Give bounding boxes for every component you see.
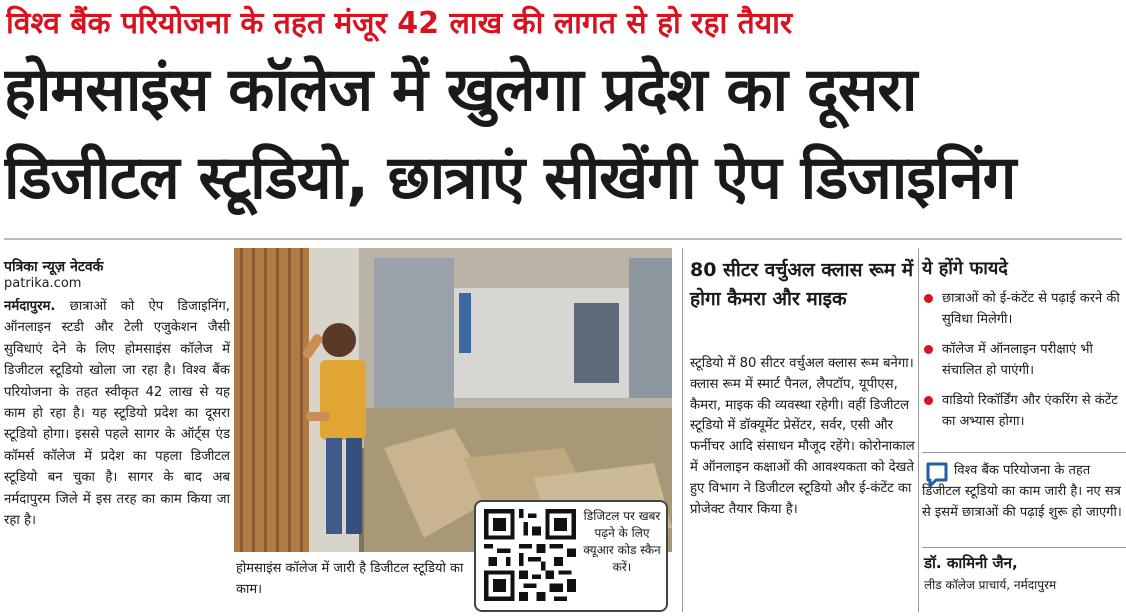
qr-code-box[interactable] [474, 500, 668, 612]
photo-caption: होमसाइंस कॉलेज में जारी है डिजीटल स्टूडियो का काम। [236, 561, 464, 597]
site-url: patrika.com [4, 276, 82, 291]
benefits-title: ये होंगे फायदे [922, 258, 1008, 279]
dateline: नर्मदापुरम. [4, 299, 56, 314]
column-1-body: छात्राओं को ऐप डिजाइनिंग, ऑनलाइन स्टडी और टेली एजुकेशन जैसी सुविधाएं देने के लिए होमसाइंस कॉलेज में डिजीटल स्टूडियो खोला जा रहा है। विश्व बैंक परियोजना के तहत स्वीकृत 42 लाख से यह काम हो रहा है। यह स्टूडियो प्रदेश का दूसरा स्टूडियो होगा। इससे पहले सागर के ऑर्ट्स एंड कॉमर्स कॉलेज में प्रदेश का पहला डिजीटल स्टूडियो बन चुका है। सागर के बाद अब नर्मदापुरम जिले में इस तरह का काम किया जा रहा है। [4, 299, 230, 529]
quote-text: विश्व बैंक परियोजना के तहत डिजीटल स्टूडियो का काम जारी है। नए सत्र से इसमें छात्राओं की पढ़ाई शुरू हो जाएगी। [922, 463, 1122, 520]
qr-instruction: डिजिटल पर खबर पढ़ने के लिए क्यूआर कोड स्कैन करें। [583, 509, 661, 574]
column-3-body: स्टूडियो में 80 सीटर वर्चुअल क्लास रूम बनेगा। क्लास रूम में स्मार्ट पैनल, लैपटॉप, यूपीएस, कैमरा, माइक की व्यवस्था रहेगी। वहीं डिजीटल स्टूडियो में डॉक्यूमेंट प्रेसेंटर, सर्वर, एसी और फर्नीचर आदि संसाधन मौजूद रहेंगे। कोरोनाकाल में ऑनलाइन कक्षाओं की आवश्यकता को देखते हुए विभाग ने डिजीटल स्टूडियो और ई-कंटेंट का प्रोजेक्ट तैयार किया है। [690, 356, 915, 517]
benefit-item [922, 339, 1126, 381]
benefits-divider [922, 452, 1126, 453]
benefits-list [922, 288, 1126, 441]
benefit-text: छात्राओं को ई-कंटेंट से पढ़ाई करने की सुविधा मिलेगी। [942, 291, 1120, 327]
qr-code-icon[interactable] [484, 509, 576, 601]
red-bullet-icon [924, 345, 933, 354]
quote-bubble-icon [926, 462, 948, 488]
quote-author-role: लीड कॉलेज प्राचार्य, नर्मदापुरम [924, 578, 1057, 592]
column-3-subhead: 80 सीटर वर्चुअल क्लास रूम में होगा कैमरा और माइक [690, 259, 914, 310]
main-headline-line-1: होमसाइंस कॉलेज में खुलेगा प्रदेश का दूसरा [4, 55, 917, 125]
benefit-item [922, 390, 1126, 432]
quote-author-name: डॉ. कामिनी जैन, [924, 554, 1018, 572]
article-column-1 [4, 296, 230, 614]
benefit-text: वाडियो रिकॉर्डिंग और एंकरिंग से कंटेंट का अभ्यास होगा। [942, 393, 1118, 429]
headline-divider [4, 238, 1122, 240]
red-bullet-icon [924, 396, 933, 405]
column-divider-2 [682, 248, 683, 612]
red-bullet-icon [924, 294, 933, 303]
quote-box [922, 460, 1126, 544]
quote-divider [922, 547, 1126, 548]
column-divider-3 [918, 248, 919, 612]
benefit-item [922, 288, 1126, 330]
byline: पत्रिका न्यूज़ नेटवर्क [4, 259, 104, 275]
main-headline-line-2: डिजीटल स्टूडियो, छात्राएं सीखेंगी ऐप डिजाइनिंग [4, 143, 1016, 213]
benefit-text: कॉलेज में ऑनलाइन परीक्षाएं भी संचालित हो पाएंगी। [942, 342, 1093, 378]
kicker-headline: विश्व बैंक परियोजना के तहत मंजूर 42 लाख की लागत से हो रहा तैयार [6, 6, 793, 41]
